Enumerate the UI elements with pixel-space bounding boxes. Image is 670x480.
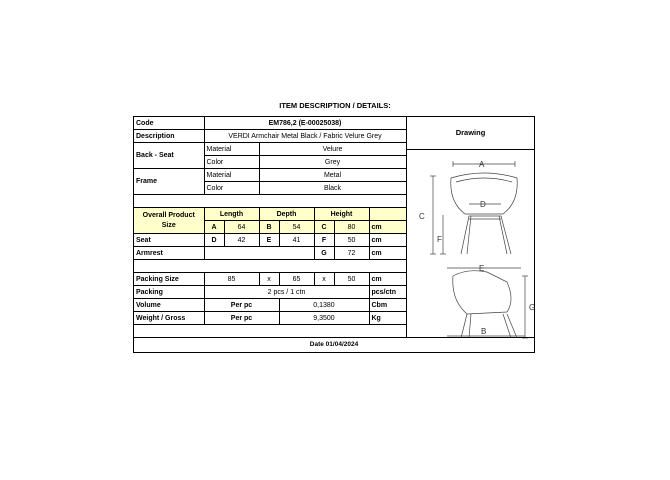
dim-b-value: 54 bbox=[279, 221, 314, 234]
frame-color-value: Black bbox=[259, 182, 406, 195]
packing-height: 50 bbox=[334, 273, 369, 286]
letter-g: G bbox=[529, 303, 536, 312]
dim-f-letter: F bbox=[314, 234, 334, 247]
dim-e-letter: E bbox=[259, 234, 279, 247]
packing-value: 2 pcs / 1 ctn bbox=[204, 286, 369, 299]
drawing-label: Drawing bbox=[407, 117, 534, 150]
dim-e-value: 41 bbox=[279, 234, 314, 247]
date-footer: Date 01/04/2024 bbox=[134, 337, 534, 352]
volume-row bbox=[134, 299, 406, 312]
packing-label: Packing bbox=[134, 286, 204, 299]
armrest-unit: cm bbox=[369, 247, 406, 260]
back-seat-color-label: Color bbox=[204, 156, 259, 169]
chair-drawing bbox=[407, 150, 536, 340]
letter-a: A bbox=[479, 160, 485, 169]
armrest-label: Armrest bbox=[134, 247, 204, 260]
volume-label: Volume bbox=[134, 299, 204, 312]
chair-front-view bbox=[430, 161, 517, 254]
back-seat-material-row bbox=[134, 143, 406, 156]
code-row bbox=[134, 117, 406, 130]
seat-label: Seat bbox=[134, 234, 204, 247]
letter-b: B bbox=[481, 327, 487, 336]
packing-length: 85 bbox=[204, 273, 259, 286]
weight-unit: Kg bbox=[369, 312, 406, 325]
packing-size-row bbox=[134, 273, 406, 286]
seat-unit: cm bbox=[369, 234, 406, 247]
packing-width: 65 bbox=[279, 273, 314, 286]
letter-f: F bbox=[437, 235, 442, 244]
packing-x2: x bbox=[314, 273, 334, 286]
weight-per: Per pc bbox=[204, 312, 279, 325]
code-label: Code bbox=[134, 117, 204, 130]
packing-size-label: Packing Size bbox=[134, 273, 204, 286]
drawing-panel bbox=[406, 117, 534, 338]
letter-e: E bbox=[479, 264, 485, 273]
weight-label: Weight / Gross bbox=[134, 312, 204, 325]
letter-d: D bbox=[480, 200, 486, 209]
dim-c-value: 80 bbox=[334, 221, 369, 234]
back-seat-material-value: Velure bbox=[259, 143, 406, 156]
dim-g-value: 72 bbox=[334, 247, 369, 260]
length-label: Length bbox=[204, 208, 259, 221]
dim-c-letter: C bbox=[314, 221, 334, 234]
description-label: Description bbox=[134, 130, 204, 143]
details-table bbox=[134, 117, 407, 325]
packing-unit: pcs/ctn bbox=[369, 286, 406, 299]
chair-side-view bbox=[447, 268, 528, 338]
frame-material-label: Material bbox=[204, 169, 259, 182]
frame-material-value: Metal bbox=[259, 169, 406, 182]
volume-per: Per pc bbox=[204, 299, 279, 312]
frame-label: Frame bbox=[134, 169, 204, 195]
overall-header-row bbox=[134, 208, 406, 221]
letter-c: C bbox=[419, 212, 425, 221]
seat-row bbox=[134, 234, 406, 247]
frame-material-row bbox=[134, 169, 406, 182]
description-value: VERDI Armchair Metal Black / Fabric Velure Grey bbox=[204, 130, 406, 143]
description-row bbox=[134, 130, 406, 143]
dim-f-value: 50 bbox=[334, 234, 369, 247]
packing-row bbox=[134, 286, 406, 299]
item-details-sheet bbox=[133, 116, 535, 353]
packing-size-unit: cm bbox=[369, 273, 406, 286]
height-label: Height bbox=[314, 208, 369, 221]
dim-g-letter: G bbox=[314, 247, 334, 260]
frame-color-label: Color bbox=[204, 182, 259, 195]
dim-a-letter: A bbox=[204, 221, 224, 234]
back-seat-color-value: Grey bbox=[259, 156, 406, 169]
weight-value: 9,3500 bbox=[279, 312, 369, 325]
back-seat-material-label: Material bbox=[204, 143, 259, 156]
overall-size-label: Overall Product Size bbox=[134, 208, 204, 234]
packing-x1: x bbox=[259, 273, 279, 286]
overall-unit: cm bbox=[369, 221, 406, 234]
volume-unit: Cbm bbox=[369, 299, 406, 312]
back-seat-label: Back - Seat bbox=[134, 143, 204, 169]
volume-value: 0,1380 bbox=[279, 299, 369, 312]
dim-d-letter: D bbox=[204, 234, 224, 247]
dim-d-value: 42 bbox=[224, 234, 259, 247]
dim-b-letter: B bbox=[259, 221, 279, 234]
depth-label: Depth bbox=[259, 208, 314, 221]
page-title: ITEM DESCRIPTION / DETAILS: bbox=[279, 101, 391, 110]
code-value: EM786,2 (E-00025038) bbox=[204, 117, 406, 130]
dim-a-value: 64 bbox=[224, 221, 259, 234]
armrest-row bbox=[134, 247, 406, 260]
weight-row bbox=[134, 312, 406, 325]
